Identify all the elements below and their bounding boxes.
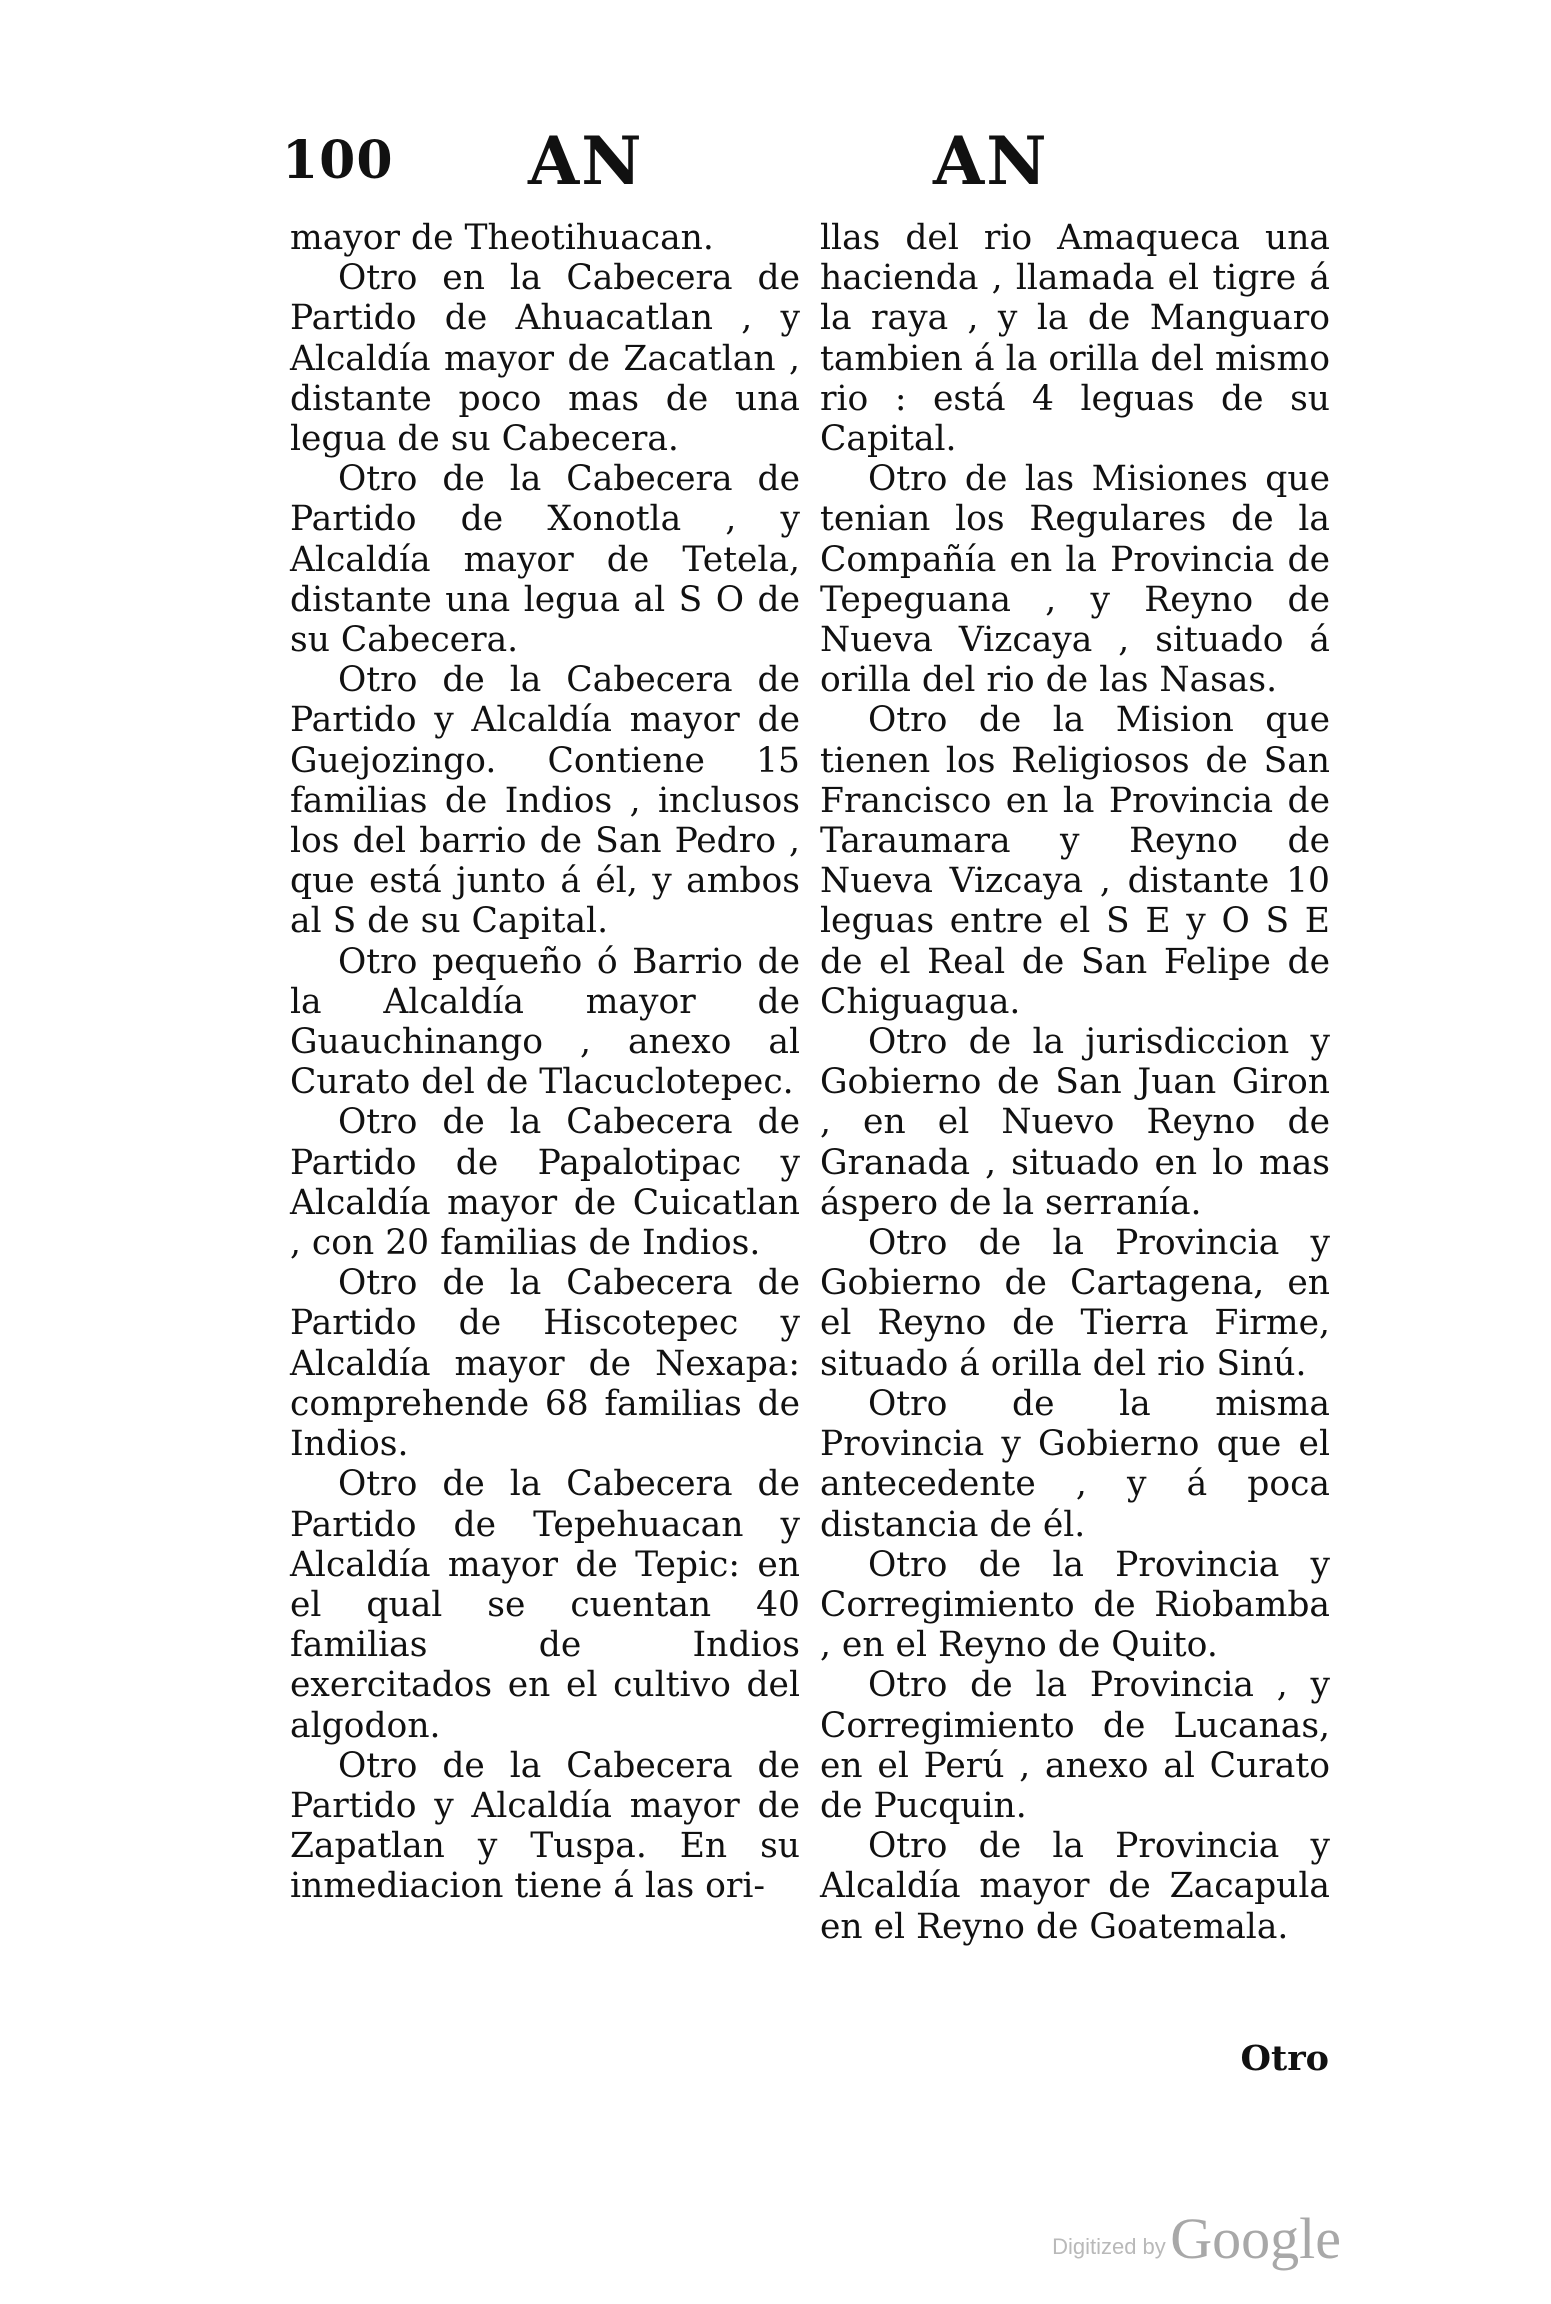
dictionary-entry: llas del rio Amaqueca una hacienda , llamada el tigre á la raya , y la de Manguaro tambien á la orilla del mismo rio : está 4 leguas de su Capital. bbox=[820, 218, 1330, 460]
dictionary-entry: mayor de Theotihuacan. bbox=[290, 218, 714, 258]
dictionary-entry: Otro de la jurisdiccion y Gobierno de San Juan Giron , en el Nuevo Reyno de Granada , situado en lo mas áspero de la serranía. bbox=[820, 1022, 1330, 1223]
google-logo: Google bbox=[1170, 2206, 1341, 2271]
dictionary-entry: Otro de la Mision que tienen los Religiosos de San Francisco en la Provincia de Taraumara y Reyno de Nueva Vizcaya , distante 10 leguas entre el S E y O S E de el Real de San Felipe de Chiguagua. bbox=[820, 700, 1330, 1022]
dictionary-entry: Otro de la Cabecera de Partido de Papalotipac y Alcaldía mayor de Cuicatlan , con 20 familias de Indios. bbox=[290, 1102, 800, 1264]
left-column bbox=[290, 218, 800, 1907]
dictionary-entry: Otro de la Cabecera de Partido de Tepehuacan y Alcaldía mayor de Tepic: en el qual se cuentan 40 familias de Indios exercitados en el cultivo del algodon. bbox=[290, 1464, 800, 1746]
right-column bbox=[820, 218, 1330, 1947]
dictionary-entry: Otro en la Cabecera de Partido de Ahuacatlan , y Alcaldía mayor de Zacatlan , distante poco mas de una legua de su Cabecera. bbox=[290, 258, 800, 460]
dictionary-entry: Otro de la Provincia y Corregimiento de Riobamba , en el Reyno de Quito. bbox=[820, 1544, 1330, 1666]
dictionary-entry: Otro de la Cabecera de Partido de Xonotla , y Alcaldía mayor de Tetela, distante una legua al S O de su Cabecera. bbox=[290, 459, 800, 661]
dictionary-entry: Otro de la Cabecera de Partido y Alcaldía mayor de Zapatlan y Tuspa. En su inmediacion tiene á las ori- bbox=[290, 1745, 800, 1907]
page-number: 100 bbox=[282, 130, 394, 191]
dictionary-entry: Otro pequeño ó Barrio de la Alcaldía mayor de Guauchinango , anexo al Curato del de Tlacuclotepec. bbox=[290, 941, 800, 1103]
running-head-right: AN bbox=[933, 122, 1049, 200]
dictionary-entry: Otro de la Cabecera de Partido y Alcaldía mayor de Guejozingo. Contiene 15 familias de Indios , inclusos los del barrio de San Pedro , que está junto á él, y ambos al S de su Capital. bbox=[290, 660, 800, 942]
dictionary-entry: Otro de la Cabecera de Partido de Hiscotepec y Alcaldía mayor de Nexapa: comprehende 68 familias de Indios. bbox=[290, 1263, 800, 1465]
digitized-watermark bbox=[1052, 2205, 1341, 2272]
watermark-prefix: Digitized by bbox=[1052, 2234, 1166, 2259]
dictionary-entry: Otro de la Provincia , y Corregimiento de Lucanas, en el Perú , anexo al Curato de Pucquin. bbox=[820, 1665, 1330, 1826]
catchword: Otro bbox=[1240, 2038, 1329, 2079]
dictionary-entry: Otro de la misma Provincia y Gobierno que el antecedente , y á poca distancia de él. bbox=[820, 1383, 1330, 1545]
dictionary-entry: Otro de la Provincia y Alcaldía mayor de Zacapula en el Reyno de Goatemala. bbox=[820, 1826, 1330, 1947]
dictionary-entry: Otro de las Misiones que tenian los Regulares de la Compañía en la Provincia de Tepeguana , y Reyno de Nueva Vizcaya , situado á orilla del rio de las Nasas. bbox=[820, 459, 1330, 701]
running-head-left: AN bbox=[528, 122, 644, 200]
dictionary-entry: Otro de la Provincia y Gobierno de Cartagena, en el Reyno de Tierra Firme, situado á orilla del rio Sinú. bbox=[820, 1223, 1330, 1384]
